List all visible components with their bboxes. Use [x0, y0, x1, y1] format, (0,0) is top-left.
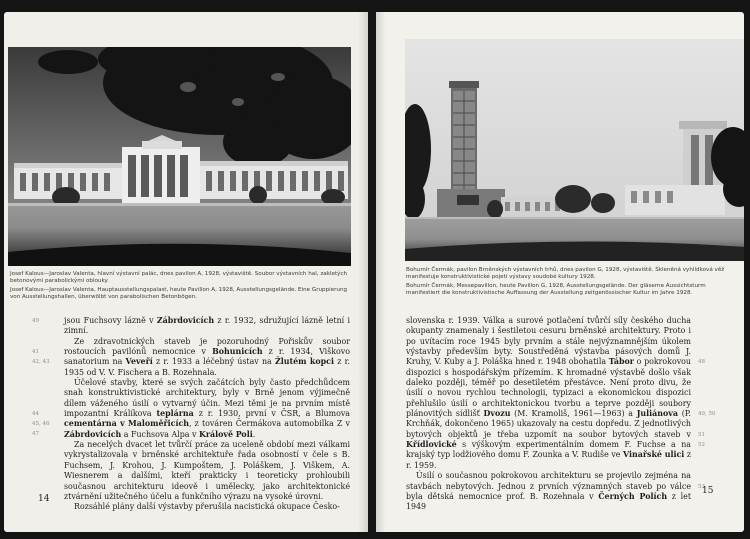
body-paragraph — [64, 440, 350, 502]
right-page — [376, 12, 744, 532]
text-run: a Fuchsova Alpa v — [121, 429, 199, 439]
margin-number: 41 — [32, 349, 39, 355]
body-paragraph — [64, 502, 350, 512]
place-name: Křídlovické — [406, 440, 457, 450]
margin-number: 51 — [698, 432, 705, 438]
place-name: Žlutém kopci — [274, 357, 334, 367]
text-run: (M. Kramoliš, 1961—1963) a — [510, 409, 637, 419]
text-run: Ze zdravotnických staveb je pozoruhodný Pořiskův soubor rostoucích pavilónů nemocnice v — [64, 336, 350, 357]
body-paragraph — [64, 378, 350, 440]
text-run: (P. Krchňák, dokončeno 1965) ukazovaly na cestu dopředu. Z jednotlivých bytových objektů je třeba uzpomít na soubor bytových staveb v — [406, 409, 691, 439]
body-paragraph — [64, 337, 350, 378]
margin-number: 53 — [698, 484, 705, 490]
text-run: . — [252, 429, 256, 439]
body-paragraph — [406, 316, 691, 471]
text-run: Za necelých dvacet let tvůrčí práce za uceleně období mezi válkami vykrystalizovala v brněnské architektuře řada osobností v čele s B. Fuchsem, J. Krohou, J. Kumpoštem, J. Poláškem, J. Viškem, A. Wiesnerem a dalšími, kteří prakticky i teoreticky prohloubili současnou architekturu ideově i umělecky, jako architektonické ztvárnění užitečného účelu a funkčního výrazu na vysoké úrovni. — [64, 440, 350, 501]
photo-exhibition-tower — [405, 39, 744, 261]
photo-exhibition-palace — [8, 47, 351, 266]
margin-number: 48 — [698, 359, 705, 365]
text-run: Rozsáhlé plány další výstavby přerušila nacistická okupace Česko- — [74, 502, 340, 512]
place-name: Černých Polích — [598, 491, 668, 501]
text-run: s výškovým experimentálním domem F. Fuchse a na krajský typ lodžiového domu F. Zounka a V. Rudiše ve — [406, 440, 691, 460]
place-name: teplárna — [156, 409, 194, 419]
margin-number: 42, 43 — [32, 359, 50, 365]
spine-shadow — [376, 12, 386, 532]
spine-shadow — [358, 12, 368, 532]
caption-german: Josef Kalous—Jaroslav Valenta, Hauptausstellungspalast, heute Pavillon A, 1928, Ausstellungsgelände. Eine Gruppierung von Ausstellungshallen, überwölbt von parabolischen Betonbögen. — [10, 287, 348, 300]
margin-number: 49, 50 — [698, 411, 716, 417]
text-run: z r. 1932, sdružující lázně letní i zimní. — [64, 316, 351, 336]
text-run: slovenska r. 1939. Válka a surové potlačení tvůrčí síly českého ducha okupanty znamenaly i šestiletou cesuru brněnské architektury. Proto i po uvítacím roce 1945 byly prvním a stále nejvýznamnějším úkolem výstavby především byty. Soustředěná výstavba pásových domů J. Kruhy, V. Kuby a J. Poláška hned r. 1948 obohatila — [406, 316, 691, 367]
place-name: Vinařské ulici — [623, 450, 685, 460]
body-text-right — [406, 316, 691, 513]
margin-number: 45, 46 — [32, 421, 50, 427]
text-run: z r. 1933 a léčebný ústav na — [152, 357, 275, 367]
page-number-left: 14 — [38, 494, 50, 504]
body-paragraph — [64, 316, 350, 337]
place-name: cementárna v Maloměřicích — [64, 419, 190, 429]
text-run: z let 1949 — [406, 491, 692, 512]
page-number-right: 15 — [702, 486, 714, 496]
place-name: Juliánova — [636, 409, 678, 419]
place-name: Bohunicích — [212, 347, 263, 357]
body-paragraph — [406, 471, 691, 512]
body-text-left — [64, 316, 350, 513]
place-name: Zábrdovicích — [64, 429, 122, 439]
text-run: z r. 1934, Viškovo sanatorium na — [64, 347, 350, 367]
text-run: z r. 1930, první v ČSR, a Blumova — [193, 409, 350, 419]
place-name: Králově Poli — [198, 429, 253, 439]
caption-czech: Bohumír Čermák, pavilon Brněnských výstavních trhů, dnes pavilon G, 1928, výstaviště. Skleněná vyhlídková věž manifestuje konstruktivistické pojetí výstavy soudobé kultury 1928. — [406, 267, 725, 280]
place-name: Veveří — [125, 357, 153, 367]
text-run: Účelové stavby, které se svých začátcích byly často předchůdcem snah konstruktivistické architektury, byly v Brně jenom výjimečně dílem váženého úsilí o vytvarný účin. Mezi těmi je na prvním místě impozantní Králíkova — [64, 378, 350, 419]
photo-caption-right — [406, 267, 736, 299]
text-run: z r. 1959. — [406, 450, 692, 470]
text-run: , z továren Čermákova automobilka Z v — [189, 419, 350, 429]
place-name: Tábor — [608, 357, 634, 367]
place-name: Dvozu — [483, 409, 511, 419]
margin-number: 49 — [32, 318, 39, 324]
caption-czech: Josef Kalous—Jaroslav Valenta, hlavní výstavní palác, dnes pavilon A, 1928, výstaviště. Soubor výstavních hal, zakletých betonovými parabolickými oblouky. — [10, 271, 348, 284]
place-name: Zábrdovicích — [156, 316, 215, 325]
left-page — [4, 12, 368, 532]
margin-number: 52 — [698, 442, 705, 448]
margin-number: 44 — [32, 411, 39, 417]
photo-caption-left — [10, 271, 350, 303]
text-run: Úsilí o současnou pokrokovou architekturu se projevilo zejména na stavbách nebytových. Jednou z prvních významných staveb po válce byla dětská nemocnice prof. B. Rozehnala v — [406, 471, 691, 501]
margin-number: 47 — [32, 431, 39, 437]
text-run: jsou Fuchsovy lázně v — [64, 316, 157, 325]
text-run: o pokrokovou dispozici s hospodářským přízemím. K hromadné výstavbě došlo však daleko později, téměř po desetiletém přestávce. Není proto divu, že úsilí o novou rychlou technologii, typizaci a ekonomickou dispozici přehlušilo úsilí o architektonickou tvorbu a teprve později soubory plánovitých sídlišť — [406, 357, 691, 419]
caption-german: Bohumír Čermák, Messepavillon, heute Pavillon G, 1928, Ausstellungsgelände. Der gläserne Aussichtsturm manifestiert die konstruktivistische Auffassung der Ausstellung zeitgenössischer Kultur im Jahre 1928. — [406, 283, 706, 296]
text-run: z r. 1935 od V. V. Fischera a B. Rozehnala. — [64, 357, 350, 377]
